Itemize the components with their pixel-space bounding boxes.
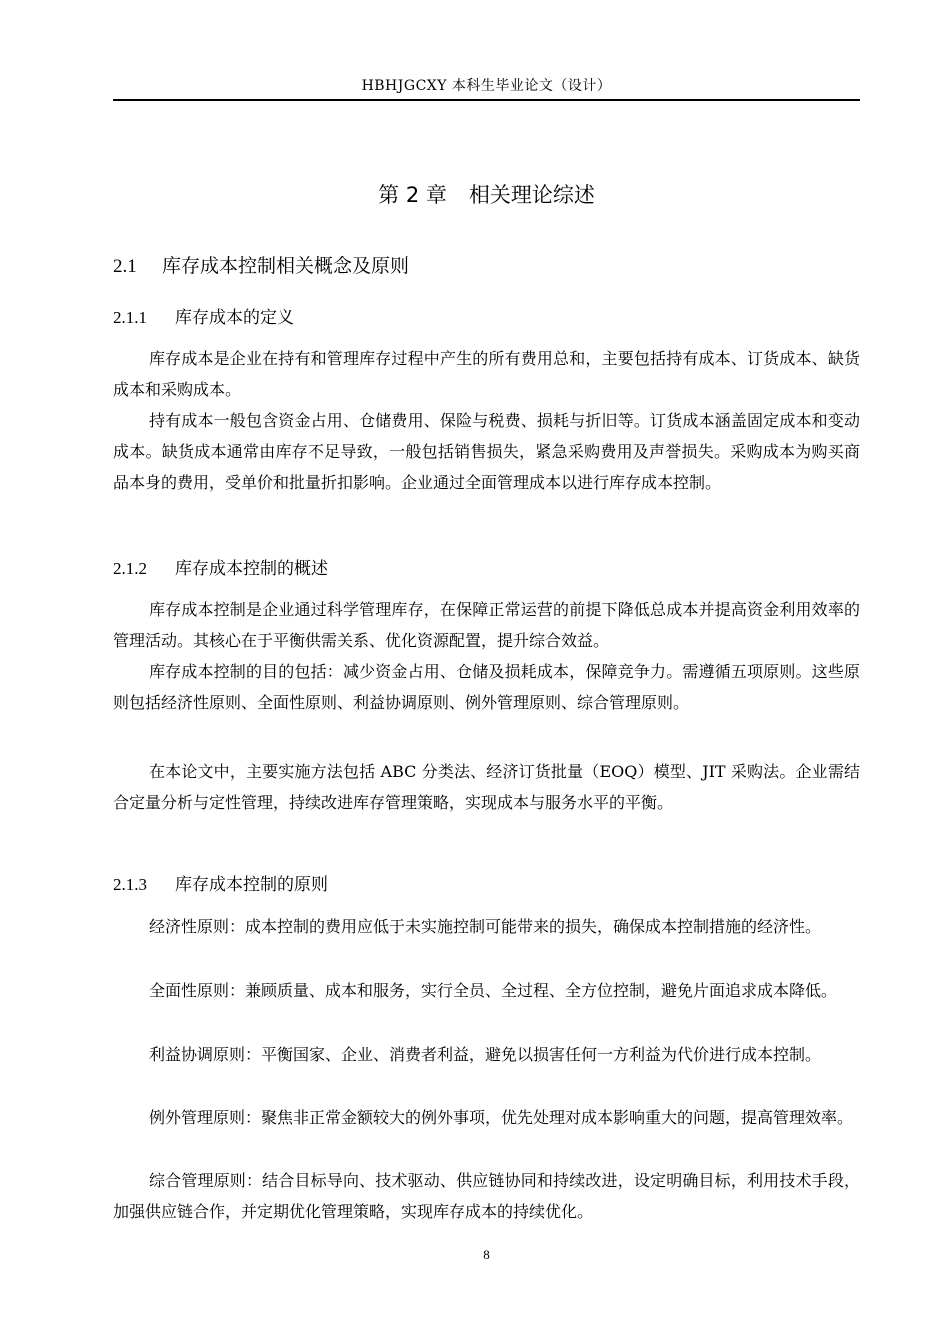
chapter-title-text: 相关理论综述 <box>468 183 595 207</box>
subsection-number: 2.1.2 <box>113 559 147 578</box>
paragraph: 库存成本是企业在持有和管理库存过程中产生的所有费用总和，主要包括持有成本、订货成本、缺货成本和采购成本。 <box>113 349 860 399</box>
paragraph: 全面性原则：兼顾质量、成本和服务，实行全员、全过程、全方位控制，避免片面追求成本降低。 <box>149 981 838 1000</box>
section-heading-2-1 <box>113 253 409 280</box>
section-title: 库存成本控制相关概念及原则 <box>162 255 410 277</box>
subsection-heading-2-1-2 <box>113 557 328 581</box>
paragraph: 库存成本控制的目的包括：减少资金占用、仓储及损耗成本，保障竞争力。需遵循五项原则。这些原则包括经济性原则、全面性原则、利益协调原则、例外管理原则、综合管理原则。 <box>113 662 860 712</box>
section-number: 2.1 <box>113 256 137 277</box>
paragraph: 持有成本一般包含资金占用、仓储费用、保险与税费、损耗与折旧等。订货成本涵盖固定成本和变动成本。缺货成本通常由库存不足导致，一般包括销售损失，紧急采购费用及声誉损失。采购成本为购买商品本身的费用，受单价和批量折扣影响。企业通过全面管理成本以进行库存成本控制。 <box>113 411 860 492</box>
paragraph: 例外管理原则：聚焦非正常金额较大的例外事项，优先处理对成本影响重大的问题，提高管理效率。 <box>149 1108 854 1127</box>
subsection-title: 库存成本的定义 <box>175 308 294 328</box>
paragraph: 利益协调原则：平衡国家、企业、消费者利益，避免以损害任何一方利益为代价进行成本控制。 <box>149 1045 822 1064</box>
paragraph: 经济性原则：成本控制的费用应低于未实施控制可能带来的损失，确保成本控制措施的经济性。 <box>149 917 822 936</box>
subsection-title: 库存成本控制的概述 <box>175 559 328 579</box>
subsection-number: 2.1.1 <box>113 308 147 327</box>
paragraph: 综合管理原则：结合目标导向、技术驱动、供应链协同和持续改进，设定明确目标，利用技术手段，加强供应链合作，并定期优化管理策略，实现库存成本的持续优化。 <box>113 1171 860 1221</box>
subsection-title: 库存成本控制的原则 <box>175 875 328 895</box>
header-rule <box>113 99 860 101</box>
subsection-number: 2.1.3 <box>113 875 147 894</box>
chapter-title <box>113 180 860 210</box>
running-header: HBHJGCXY 本科生毕业论文（设计） <box>361 78 612 94</box>
paragraph: 在本论文中，主要实施方法包括 ABC 分类法、经济订货批量（EOQ）模型、JIT 采购法。企业需结合定量分析与定性管理，持续改进库存管理策略，实现成本与服务水平的平衡。 <box>113 762 860 812</box>
subsection-heading-2-1-3 <box>113 873 328 897</box>
paragraph: 库存成本控制是企业通过科学管理库存，在保障正常运营的前提下降低总成本并提高资金利用效率的管理活动。其核心在于平衡供需关系、优化资源配置，提升综合效益。 <box>113 600 860 650</box>
subsection-heading-2-1-1 <box>113 306 294 330</box>
chapter-label: 第 2 章 <box>378 183 447 207</box>
page-number: 8 <box>483 1247 490 1262</box>
